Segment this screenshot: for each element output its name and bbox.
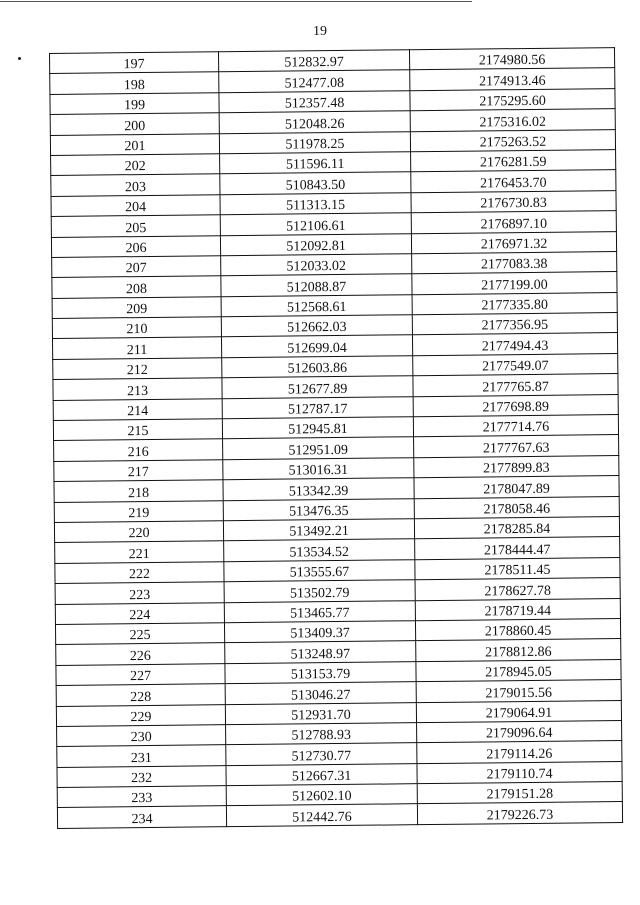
point-number-cell: 232 (57, 765, 226, 787)
point-number-cell: 207 (52, 256, 221, 278)
point-number-cell: 216 (54, 439, 223, 461)
y-coordinate-cell: 2176730.83 (411, 190, 616, 213)
x-coordinate-cell: 513476.35 (223, 498, 414, 520)
x-coordinate-cell: 512667.31 (226, 763, 417, 785)
y-coordinate-cell: 2177767.63 (414, 435, 619, 458)
x-coordinate-cell: 513016.31 (223, 458, 414, 480)
y-coordinate-cell: 2176971.32 (411, 231, 616, 254)
x-coordinate-cell: 513153.79 (225, 661, 416, 683)
point-number-cell: 198 (50, 72, 219, 94)
y-coordinate-cell: 2178945.05 (416, 659, 621, 682)
point-number-cell: 204 (51, 194, 220, 216)
y-coordinate-cell: 2179226.73 (417, 802, 622, 825)
point-number-cell: 201 (50, 133, 219, 155)
x-coordinate-cell: 512048.26 (219, 111, 410, 133)
x-coordinate-cell: 512106.61 (220, 213, 411, 235)
y-coordinate-cell: 2177714.76 (413, 415, 618, 438)
y-coordinate-cell: 2175295.60 (410, 88, 615, 111)
point-number-cell: 234 (57, 806, 226, 828)
y-coordinate-cell: 2177549.07 (413, 353, 618, 376)
y-coordinate-cell: 2178047.89 (414, 476, 619, 499)
point-number-cell: 218 (54, 480, 223, 502)
x-coordinate-cell: 512442.76 (226, 804, 417, 826)
y-coordinate-cell: 2177199.00 (412, 272, 617, 295)
point-number-cell: 214 (53, 398, 222, 420)
y-coordinate-cell: 2178444.47 (415, 537, 620, 560)
y-coordinate-cell: 2177494.43 (412, 333, 617, 356)
x-coordinate-cell: 512951.09 (223, 437, 414, 459)
top-rule (0, 1, 472, 2)
point-number-cell: 227 (56, 663, 225, 685)
y-coordinate-cell: 2176897.10 (411, 211, 616, 234)
x-coordinate-cell: 513248.97 (225, 641, 416, 663)
x-coordinate-cell: 512603.86 (222, 356, 413, 378)
y-coordinate-cell: 2177335.80 (412, 292, 617, 315)
point-number-cell: 233 (57, 786, 226, 808)
point-number-cell: 226 (56, 643, 225, 665)
x-coordinate-cell: 512662.03 (221, 315, 412, 337)
y-coordinate-cell: 2174913.46 (410, 68, 615, 91)
point-number-cell: 212 (53, 358, 222, 380)
y-coordinate-cell: 2176281.59 (411, 150, 616, 173)
y-coordinate-cell: 2177765.87 (413, 374, 618, 397)
point-number-cell: 202 (51, 154, 220, 176)
y-coordinate-cell: 2176453.70 (411, 170, 616, 193)
x-coordinate-cell: 512092.81 (220, 233, 411, 255)
y-coordinate-cell: 2179015.56 (416, 680, 621, 703)
coordinates-table (49, 47, 623, 829)
x-coordinate-cell: 511596.11 (220, 152, 411, 174)
point-number-cell: 230 (57, 725, 226, 747)
y-coordinate-cell: 2177698.89 (413, 394, 618, 417)
point-number-cell: 205 (51, 215, 220, 237)
point-number-cell: 217 (54, 460, 223, 482)
table-body (50, 48, 623, 829)
x-coordinate-cell: 513555.67 (224, 559, 415, 581)
point-number-cell: 229 (56, 704, 225, 726)
x-coordinate-cell: 512730.77 (226, 743, 417, 765)
x-coordinate-cell: 510843.50 (220, 172, 411, 194)
point-number-cell: 215 (53, 419, 222, 441)
point-number-cell: 213 (53, 378, 222, 400)
x-coordinate-cell: 511978.25 (219, 131, 410, 153)
point-number-cell: 228 (56, 684, 225, 706)
x-coordinate-cell: 512787.17 (222, 396, 413, 418)
x-coordinate-cell: 513342.39 (223, 478, 414, 500)
point-number-cell: 210 (52, 317, 221, 339)
y-coordinate-cell: 2175316.02 (410, 109, 615, 132)
point-number-cell: 224 (55, 602, 224, 624)
page-number: 19 (313, 24, 327, 39)
x-coordinate-cell: 512357.48 (219, 91, 410, 113)
x-coordinate-cell: 512945.81 (222, 417, 413, 439)
x-coordinate-cell: 512088.87 (221, 274, 412, 296)
x-coordinate-cell: 512832.97 (218, 50, 409, 72)
y-coordinate-cell: 2178719.44 (415, 598, 620, 621)
y-coordinate-cell: 2177899.83 (414, 455, 619, 478)
point-number-cell: 209 (52, 296, 221, 318)
x-coordinate-cell: 513465.77 (224, 600, 415, 622)
y-coordinate-cell: 2174980.56 (409, 48, 614, 71)
y-coordinate-cell: 2178511.45 (415, 557, 620, 580)
margin-dot (18, 57, 21, 60)
x-coordinate-cell: 511313.15 (220, 192, 411, 214)
y-coordinate-cell: 2177083.38 (412, 251, 617, 274)
y-coordinate-cell: 2178058.46 (414, 496, 619, 519)
y-coordinate-cell: 2178627.78 (415, 578, 620, 601)
y-coordinate-cell: 2179114.26 (417, 741, 622, 764)
point-number-cell: 231 (57, 745, 226, 767)
point-number-cell: 223 (55, 582, 224, 604)
y-coordinate-cell: 2179151.28 (417, 782, 622, 805)
point-number-cell: 220 (54, 521, 223, 543)
x-coordinate-cell: 512931.70 (225, 702, 416, 724)
x-coordinate-cell: 513502.79 (224, 580, 415, 602)
point-number-cell: 199 (50, 93, 219, 115)
x-coordinate-cell: 512602.10 (226, 784, 417, 806)
x-coordinate-cell: 513492.21 (223, 519, 414, 541)
y-coordinate-cell: 2179110.74 (417, 761, 622, 784)
y-coordinate-cell: 2178285.84 (414, 517, 619, 540)
point-number-cell: 197 (50, 52, 219, 74)
point-number-cell: 211 (52, 337, 221, 359)
point-number-cell: 225 (55, 623, 224, 645)
point-number-cell: 203 (51, 174, 220, 196)
y-coordinate-cell: 2178812.86 (416, 639, 621, 662)
coordinates-table-wrapper (49, 47, 622, 829)
point-number-cell: 200 (50, 113, 219, 135)
x-coordinate-cell: 512477.08 (219, 70, 410, 92)
x-coordinate-cell: 512788.93 (226, 723, 417, 745)
point-number-cell: 221 (55, 541, 224, 563)
x-coordinate-cell: 513046.27 (225, 682, 416, 704)
y-coordinate-cell: 2175263.52 (410, 129, 615, 152)
point-number-cell: 208 (52, 276, 221, 298)
x-coordinate-cell: 512033.02 (221, 254, 412, 276)
x-coordinate-cell: 512677.89 (222, 376, 413, 398)
x-coordinate-cell: 513534.52 (224, 539, 415, 561)
x-coordinate-cell: 513409.37 (224, 621, 415, 643)
y-coordinate-cell: 2177356.95 (412, 313, 617, 336)
point-number-cell: 206 (51, 235, 220, 257)
point-number-cell: 219 (54, 500, 223, 522)
y-coordinate-cell: 2179096.64 (417, 720, 622, 743)
y-coordinate-cell: 2179064.91 (416, 700, 621, 723)
x-coordinate-cell: 512699.04 (221, 335, 412, 357)
x-coordinate-cell: 512568.61 (221, 294, 412, 316)
point-number-cell: 222 (55, 561, 224, 583)
y-coordinate-cell: 2178860.45 (415, 618, 620, 641)
